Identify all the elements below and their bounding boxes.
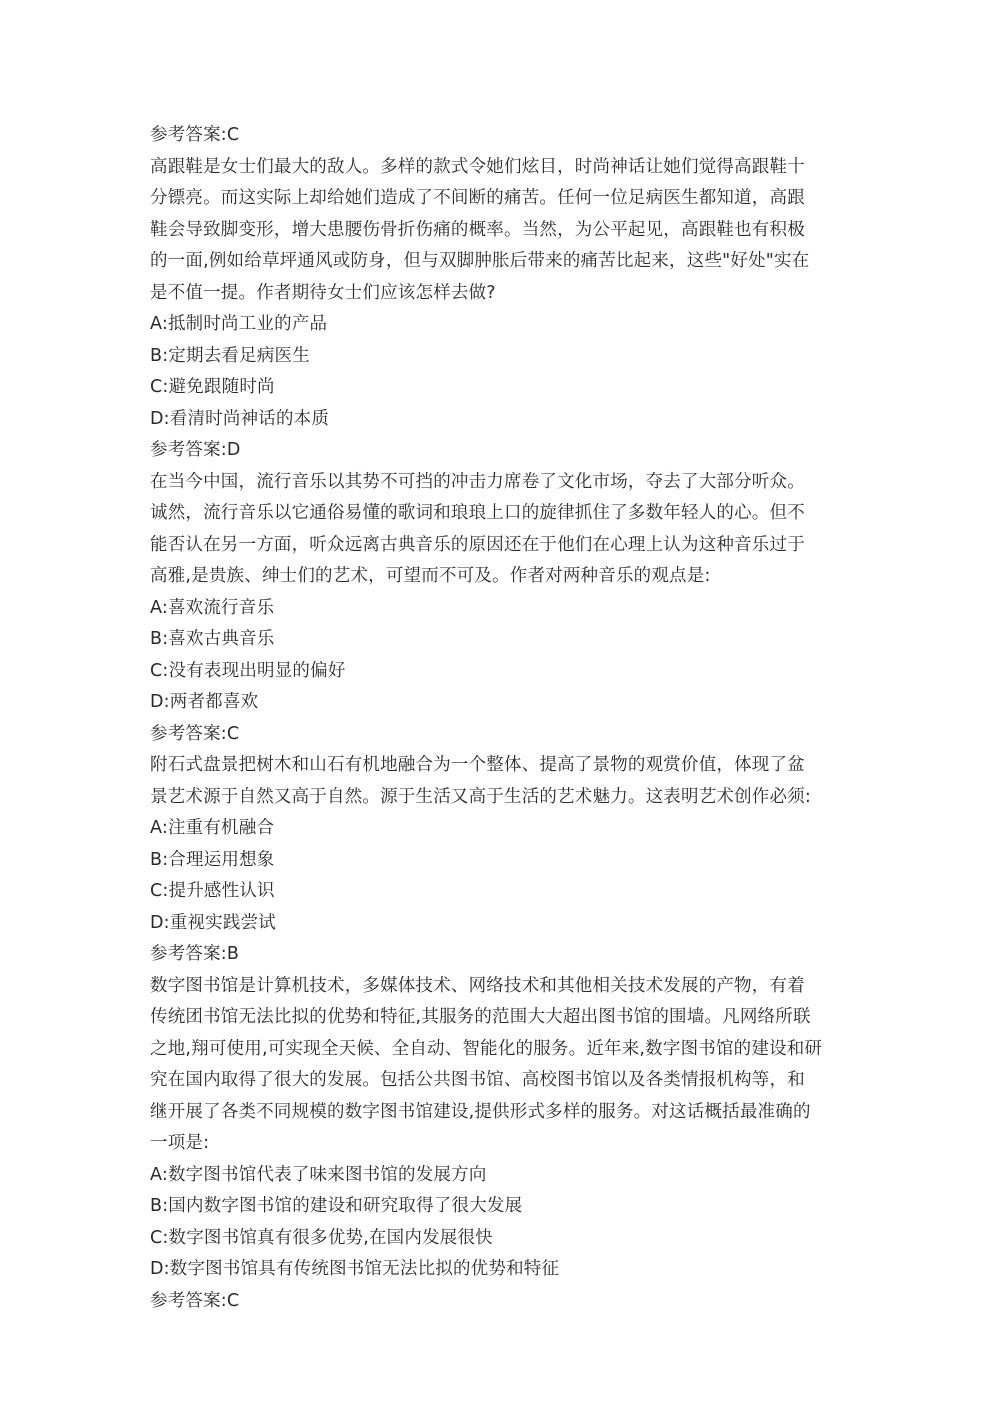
option-line: C:提升感性认识	[150, 881, 275, 901]
reference-answer	[150, 1286, 850, 1318]
answer-option	[150, 908, 850, 940]
option-line: D:看清时尚神话的本质	[150, 408, 330, 429]
answer-option	[150, 624, 850, 656]
question-line: 能否认在另一方面，听众远离古典音乐的原因还在于他们在心理上认为这种音乐过于	[150, 534, 805, 555]
answer-option	[150, 1160, 850, 1192]
question-stem	[150, 152, 850, 310]
question-line: 的一面,例如给草坪通风或防身，但与双脚肿胀后带来的痛苦比起来，这些"好处"实在	[150, 251, 810, 271]
question-line: 鞋会导致脚变形，增大患腰伤骨折伤痛的概率。当然，为公平起见，高跟鞋也有积极	[150, 219, 805, 240]
question-line: 数字图书馆是计算机技术，多媒体技术、网络技术和其他相关技术发展的产物，有着	[150, 975, 805, 996]
option-line: C:数字图书馆真有很多优势,在国内发展很快	[150, 1227, 493, 1248]
reference-answer	[150, 719, 850, 751]
question-line: 继开展了各类不同规模的数字图书馆建设,提供形式多样的服务。对这话概括最准确的	[150, 1101, 811, 1122]
answer-option	[150, 1191, 850, 1223]
answer-line: 参考答案:C	[150, 1290, 240, 1311]
answer-line: 参考答案:D	[150, 440, 241, 460]
question-line: 是不值一提。作者期待女士们应该怎样去做?	[150, 282, 496, 303]
question-line: 景艺术源于自然又高于自然。源于生活又高于生活的艺术魅力。这表明艺术创作必须:	[150, 786, 811, 807]
option-line: A:注重有机融合	[150, 818, 275, 838]
option-line: A:抵制时尚工业的产品	[150, 314, 328, 334]
question-stem	[150, 467, 850, 593]
question-line: 传统团书馆无法比拟的优势和特征,其服务的范围大大超出图书馆的围墙。凡网络所联	[150, 1007, 811, 1027]
question-line: 究在国内取得了很大的发展。包括公共图书馆、高校图书馆以及各类情报机构等，和	[150, 1070, 805, 1090]
option-line: A:数字图书馆代表了味来图书馆的发展方向	[150, 1164, 487, 1185]
option-line: D:重视实践尝试	[150, 912, 276, 933]
reference-answer	[150, 939, 850, 971]
answer-option	[150, 593, 850, 625]
option-line: C:避免跟随时尚	[150, 377, 275, 397]
question-line: 分镖亮。而这实际上却给她们造成了不间断的痛苦。任何一位足病医生都知道，高跟	[150, 188, 805, 208]
option-line: A:喜欢流行音乐	[150, 597, 275, 618]
answer-option	[150, 1223, 850, 1255]
answer-option	[150, 341, 850, 373]
document-body	[150, 120, 850, 1317]
answer-option	[150, 687, 850, 719]
question-line: 在当今中国，流行音乐以其势不可挡的冲击力席卷了文化市场，夺去了大部分听众。	[150, 471, 805, 492]
question-line: 一项是:	[150, 1133, 210, 1153]
answer-option	[150, 813, 850, 845]
option-line: D:两者都喜欢	[150, 692, 259, 712]
question-stem	[150, 971, 850, 1160]
question-line: 之地,翔可使用,可实现全天候、全自动、智能化的服务。近年来,数字图书馆的建设和研	[150, 1038, 823, 1059]
question-line: 诚然，流行音乐以它通俗易懂的歌词和琅琅上口的旋律抓住了多数年轻人的心。但不	[150, 503, 805, 523]
question-line: 附石式盘景把树木和山石有机地融合为一个整体、提高了景物的观赏价值，体现了盆	[150, 755, 805, 775]
option-line: C:没有表现出明显的偏好	[150, 660, 346, 681]
question-line: 高雅,是贵族、绅士们的艺术，可望而不可及。作者对两种音乐的观点是:	[150, 566, 711, 586]
answer-line: 参考答案:C	[150, 125, 240, 145]
option-line: B:国内数字图书馆的建设和研究取得了很大发展	[150, 1196, 523, 1216]
option-line: B:喜欢古典音乐	[150, 629, 275, 649]
answer-option	[150, 1254, 850, 1286]
question-stem	[150, 750, 850, 813]
answer-option	[150, 876, 850, 908]
answer-option	[150, 309, 850, 341]
option-line: B:合理运用想象	[150, 849, 275, 870]
answer-option	[150, 656, 850, 688]
answer-option	[150, 372, 850, 404]
reference-answer	[150, 435, 850, 467]
option-line: D:数字图书馆具有传统图书馆无法比拟的优势和特征	[150, 1259, 560, 1279]
answer-line: 参考答案:B	[150, 944, 240, 964]
answer-option	[150, 404, 850, 436]
option-line: B:定期去看足病医生	[150, 345, 310, 366]
answer-line: 参考答案:C	[150, 723, 240, 744]
reference-answer	[150, 120, 850, 152]
question-line: 高跟鞋是女士们最大的敌人。多样的款式令她们炫目，时尚神话让她们觉得高跟鞋十	[150, 156, 805, 177]
answer-option	[150, 845, 850, 877]
